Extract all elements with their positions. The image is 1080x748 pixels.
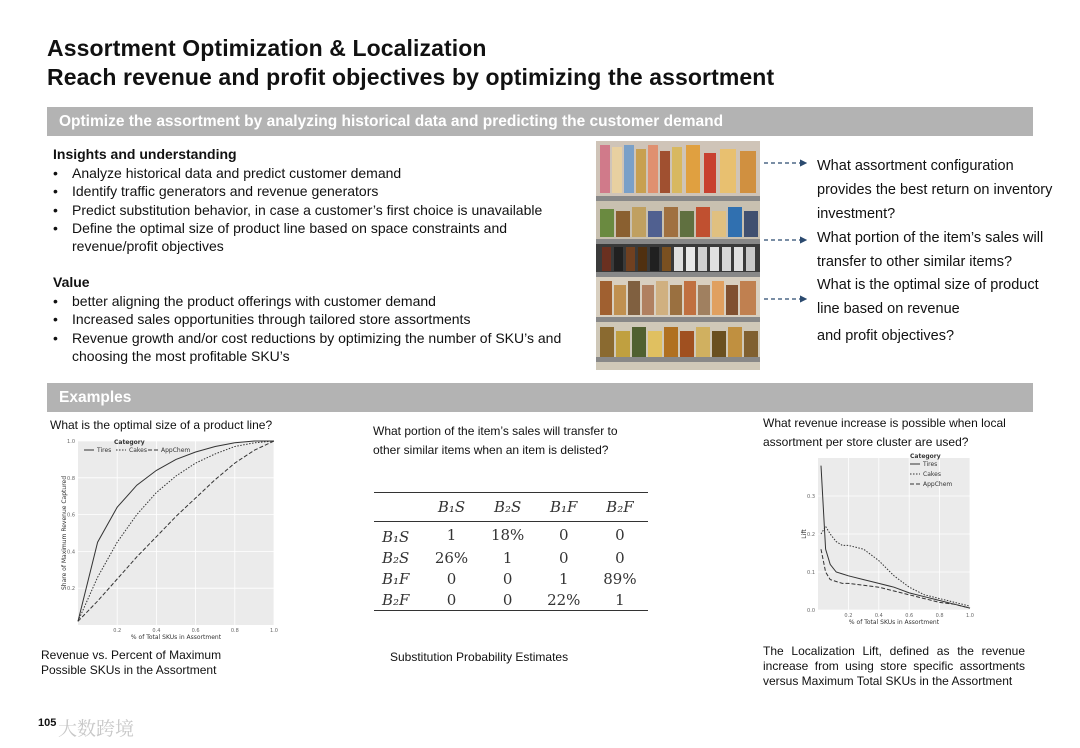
list-item: • Define the optimal size of product line based on space constraints and revenue/profit objectives	[53, 219, 542, 256]
question-assortment-configuration: What assortment configuration provides the best return on inventory investment?	[817, 158, 1053, 222]
table-cell: 0	[615, 525, 625, 544]
insights-heading: Insights and understanding	[53, 146, 237, 162]
value-list	[53, 292, 593, 365]
plot-background	[78, 441, 274, 625]
x-tick-label: 0.2	[113, 628, 122, 634]
table-cell: 1	[558, 569, 569, 588]
table-cell: 0	[446, 590, 457, 609]
table-cell: 26%	[434, 548, 469, 567]
example1-caption: Revenue vs. Percent of Maximum Possible SKUs in the Assortment	[41, 648, 222, 677]
table-cell: 1	[446, 525, 457, 544]
y-tick-label: 0.0	[807, 608, 815, 614]
x-tick-label: 0.8	[935, 613, 944, 619]
arrows-to-questions	[762, 155, 812, 305]
table-cell: B₂S	[382, 548, 410, 567]
table-cell: 0	[502, 590, 513, 609]
x-tick-label: 1.0	[966, 613, 974, 619]
x-tick-label: 0.4	[874, 613, 883, 619]
list-item: • Revenue growth and/or cost reductions by optimizing the number of SKU’s and choosing the most profitable SKU’s	[53, 329, 582, 366]
table-header: B₂F	[606, 498, 634, 516]
substitution-table-wrap	[374, 492, 648, 611]
x-tick-label: 0.2	[844, 613, 853, 619]
table-cell: B₁S	[382, 527, 410, 546]
y-tick-label: 0.2	[807, 532, 815, 538]
table-cell: 0	[502, 569, 513, 588]
table-cell: 22%	[547, 590, 581, 609]
table-row	[374, 589, 648, 610]
legend-label: Tires	[97, 447, 112, 454]
y-tick-label: 0.4	[67, 549, 75, 556]
x-tick-label: 1.0	[270, 628, 278, 634]
table-cell: 18%	[490, 525, 525, 544]
example2-caption: Substitution Probability Estimates	[390, 650, 569, 664]
y-tick-label: 0.6	[67, 512, 75, 519]
x-tick-label: 0.6	[191, 628, 200, 634]
y-axis-label: Share of Maximum Revenue Captured	[61, 475, 68, 591]
watermark: 大数跨境	[58, 718, 135, 740]
list-item: • better aligning the product offerings with customer demand	[53, 292, 593, 310]
question-sales-transfer: What portion of the item’s sales will transfer to other similar items?	[817, 230, 1044, 270]
y-tick-label: 0.8	[67, 475, 75, 482]
table-cell: 0	[558, 525, 569, 544]
table-header: B₁F	[550, 498, 578, 516]
y-tick-label: 0.3	[807, 494, 815, 500]
table-cell: 0	[615, 548, 625, 567]
table-cell: B₁F	[382, 569, 410, 588]
table-header	[374, 493, 423, 522]
x-tick-label: 0.4	[152, 628, 161, 634]
table-cell: B₂F	[382, 590, 410, 609]
legend-label: AppChem	[923, 481, 953, 488]
x-axis-label: % of Total SKUs in Assortment	[848, 619, 940, 626]
table-row	[374, 568, 648, 589]
question-profit-objectives: and profit objectives?	[817, 328, 955, 344]
legend-label: AppChem	[161, 447, 191, 454]
table-header: B₂S	[493, 498, 522, 516]
legend-title: Category	[114, 439, 145, 446]
legend-label: Tires	[923, 461, 938, 468]
y-axis-label: Lift	[801, 529, 808, 539]
example3-caption: The Localization Lift, defined as the revenue increase from using store specific assortments versus Maximum Total SKUs in the Assortment	[763, 644, 1025, 688]
example3-question: What revenue increase is possible when local assortment per store cluster are used?	[763, 416, 1006, 449]
legend-label: Cakes	[129, 447, 147, 454]
table-row	[374, 522, 648, 548]
table-row	[374, 547, 648, 568]
list-item: • Increased sales opportunities through tailored store assortments	[53, 310, 593, 328]
y-tick-label: 0.2	[67, 586, 75, 593]
legend-title: Category	[910, 453, 941, 460]
section-banner-optimize: Optimize the assortment by analyzing historical data and predicting the customer demand	[47, 107, 1033, 136]
y-tick-label: 0.1	[807, 570, 815, 576]
insights-list	[53, 164, 593, 255]
page-title: Assortment Optimization & Localization	[47, 35, 487, 61]
chart-revenue-vs-skus	[52, 433, 284, 643]
table-cell: 1	[615, 590, 625, 609]
value-heading: Value	[53, 274, 90, 290]
example2-question: What portion of the item’s sales will transfer to other similar items when an item is delisted?	[373, 424, 618, 457]
question-optimal-size: What is the optimal size of product line based on revenue	[817, 277, 1039, 317]
x-tick-label: 0.6	[905, 613, 914, 619]
section-banner-examples: Examples	[47, 383, 1033, 412]
list-item: • Identify traffic generators and revenue generators	[53, 182, 593, 200]
page-subtitle: Reach revenue and profit objectives by optimizing the assortment	[47, 64, 775, 90]
list-item: • Predict substitution behavior, in case a customer’s first choice is unavailable	[53, 201, 593, 219]
table-cell: 0	[446, 569, 457, 588]
y-tick-label: 1.0	[67, 439, 75, 445]
x-axis-label: % of Total SKUs in Assortment	[130, 634, 222, 641]
example1-question: What is the optimal size of a product line?	[50, 418, 273, 432]
page-number: 105	[38, 717, 57, 729]
table-cell: 0	[558, 548, 569, 567]
substitution-table	[374, 493, 648, 610]
store-shelf-photo	[596, 141, 760, 370]
legend-label: Cakes	[923, 471, 941, 478]
table-cell: 1	[502, 548, 513, 567]
chart-localization-lift	[780, 452, 980, 634]
list-item: • Analyze historical data and predict customer demand	[53, 164, 593, 182]
table-cell: 89%	[603, 569, 637, 588]
table-header: B₁S	[437, 498, 466, 516]
x-tick-label: 0.8	[230, 628, 239, 634]
